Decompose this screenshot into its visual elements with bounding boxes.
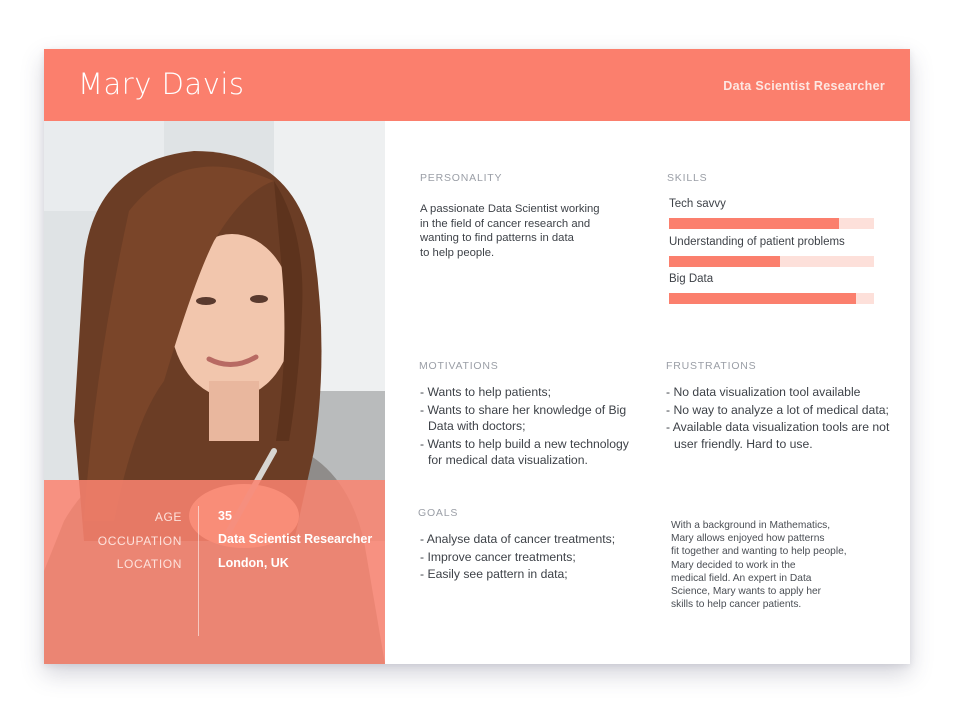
profile-divider (198, 506, 199, 636)
list-item: - No data visualization tool available (666, 385, 861, 399)
motivations-list (420, 384, 630, 470)
age-label: AGE (154, 510, 182, 524)
goals-title: GOALS (418, 507, 459, 519)
bio-line: Mary decided to work in the (671, 559, 796, 571)
skill-label-big-data: Big Data (669, 273, 714, 285)
skill-label-tech-savvy: Tech savvy (669, 198, 726, 210)
personality-line: to help people. (420, 246, 495, 259)
list-item: - Analyse data of cancer treatments; (420, 532, 616, 546)
motivations-title: MOTIVATIONS (419, 360, 499, 372)
persona-photo (44, 121, 385, 664)
persona-bio (671, 519, 891, 611)
frustrations-title: FRUSTRATIONS (666, 360, 757, 372)
personality-line: A passionate Data Scientist working (420, 203, 600, 215)
personality-text (420, 202, 640, 260)
skills-title: SKILLS (667, 172, 708, 184)
personality-title: PERSONALITY (420, 172, 503, 184)
bio-line: With a background in Mathematics, (671, 520, 831, 531)
bio-line: Science, Mary wants to apply her (671, 586, 822, 598)
frustrations-list (666, 384, 896, 453)
skill-bar-fill (669, 218, 839, 229)
list-item: - Wants to help build a new technology for medical data visualization. (420, 436, 629, 467)
location-value: London, UK (218, 556, 289, 570)
occupation-label: OCCUPATION (97, 534, 182, 548)
persona-card (44, 49, 910, 664)
persona-role: Data Scientist Researcher (723, 79, 885, 93)
skill-label-patient-problems: Understanding of patient problems (669, 236, 845, 248)
bio-line: fit together and wanting to help people, (671, 546, 847, 558)
bio-line: medical field. An expert in Data (671, 572, 812, 584)
personality-line: in the field of cancer research and (420, 217, 591, 230)
age-value: 35 (218, 509, 232, 523)
list-item: - Wants to help patients; (420, 385, 551, 399)
list-item: - Improve cancer treatments; (420, 549, 576, 564)
bio-line: skills to help cancer patients. (671, 599, 802, 611)
skill-bar-fill (669, 293, 856, 304)
skill-bar-tech-savvy (669, 218, 874, 229)
persona-header (44, 49, 910, 121)
list-item: - No way to analyze a lot of medical data; (666, 402, 889, 417)
goals-list (420, 531, 660, 584)
persona-name: Mary Davis (78, 67, 245, 101)
list-item: - Easily see pattern in data; (420, 567, 568, 581)
skill-bar-patient-problems (669, 256, 874, 267)
bio-line: Mary allows enjoyed how patterns (671, 533, 825, 545)
location-label: LOCATION (116, 557, 182, 571)
skill-bar-fill (669, 256, 780, 267)
skill-bar-big-data (669, 293, 874, 304)
list-item: - Available data visualization tools are not user friendly. Hard to use. (666, 420, 890, 451)
profile-overlay (44, 480, 385, 664)
list-item: - Wants to share her knowledge of Big Data with doctors; (420, 402, 627, 433)
personality-line: wanting to find patterns in data (420, 232, 574, 244)
occupation-value: Data Scientist Researcher (218, 532, 373, 546)
